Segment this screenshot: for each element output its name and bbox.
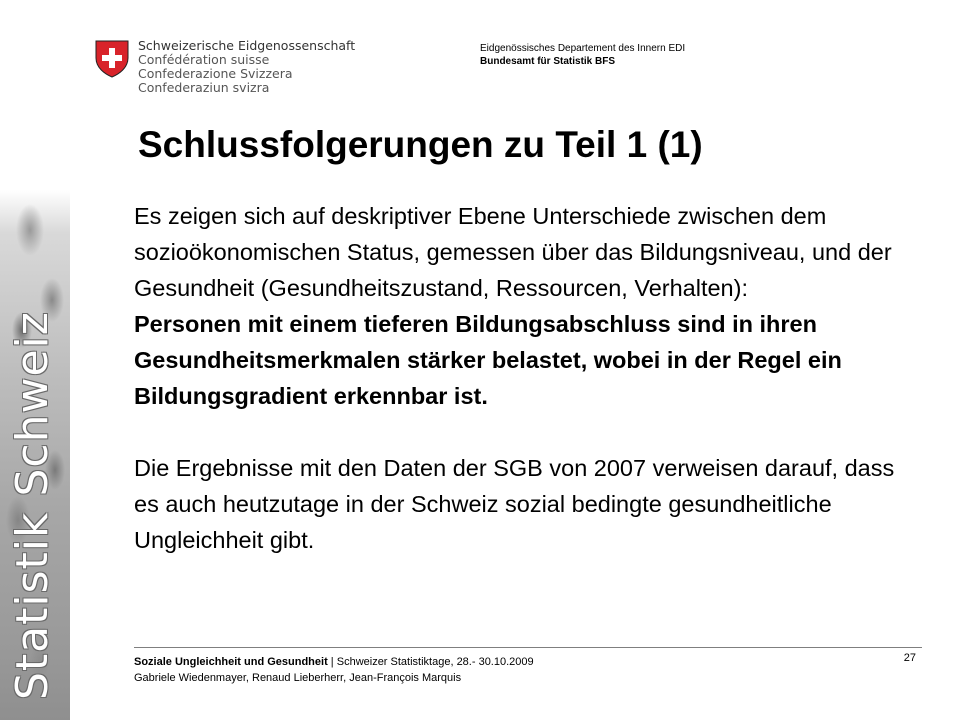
department-name: Eidgenössisches Departement des Innern EDI	[480, 43, 686, 54]
body-paragraph: Die Ergebnisse mit den Daten der SGB von 2007 verweisen darauf, dass es auch heutzutage in der Schweiz sozial bedingte gesundheitliche Ungleichheit gibt.	[134, 455, 895, 553]
confederation-names	[138, 39, 355, 95]
footer-presentation-line	[134, 656, 534, 668]
side-strip-text: Statistik Schweiz	[7, 311, 58, 700]
language-line: Confédération suisse	[138, 52, 270, 67]
language-line: Schweizerische Eidgenossenschaft	[138, 38, 356, 53]
office-name: Bundesamt für Statistik BFS	[480, 56, 616, 67]
paragraph-spacer	[134, 414, 924, 450]
language-line: Confederaziun svizra	[138, 80, 270, 95]
language-line: Confederazione Svizzera	[138, 66, 293, 81]
footer-divider	[134, 647, 922, 648]
body-paragraph: Es zeigen sich auf deskriptiver Ebene Unterschiede zwischen dem sozioökonomischen Status, gemessen über das Bildungsniveau, und der Gesundheit (Gesundheitszustand, Ressourcen, Verhalten):	[134, 203, 892, 301]
page-number: 27	[903, 652, 916, 664]
slide-body	[134, 198, 924, 558]
body-paragraph-highlight: Personen mit einem tieferen Bildungsabschluss sind in ihren Gesundheitsmerkmalen stärker belastet, wobei in der Regel ein Bildungsgradient erkennbar ist.	[134, 311, 842, 409]
side-photo-strip	[0, 190, 70, 720]
footer-presentation-title: Soziale Ungleichheit und Gesundheit	[134, 656, 328, 668]
footer-authors: Gabriele Wiedenmayer, Renaud Lieberherr, Jean-François Marquis	[134, 672, 462, 684]
footer-separator: |	[327, 656, 337, 668]
department-block	[480, 42, 685, 68]
footer-event: Schweizer Statistiktage, 28.- 30.10.2009	[336, 656, 534, 668]
swiss-coat-of-arms-icon	[95, 40, 129, 78]
slide-title: Schlussfolgerungen zu Teil 1 (1)	[138, 124, 703, 165]
